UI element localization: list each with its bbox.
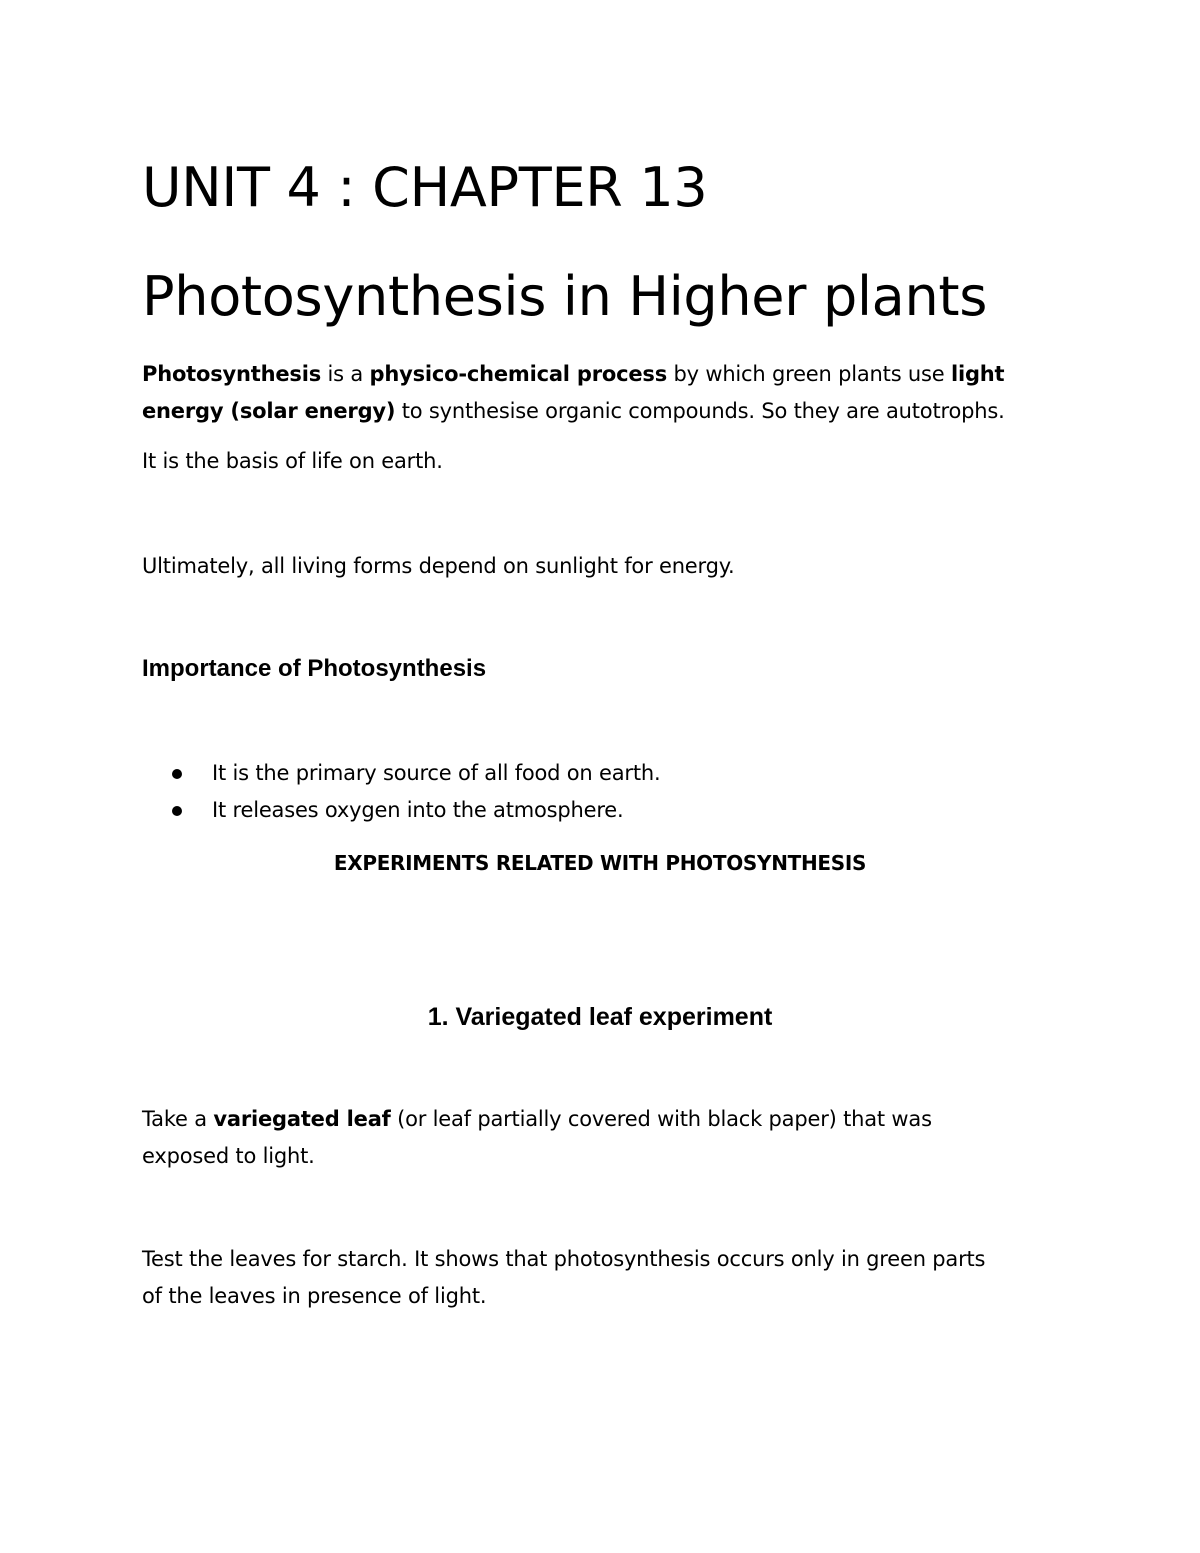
experiment-1-step-1-line-1: [142, 1101, 932, 1138]
unit-title: UNIT 4 : CHAPTER 13: [142, 156, 708, 219]
list-item-text: It releases oxygen into the atmosphere.: [212, 798, 624, 822]
list-item: [172, 792, 660, 829]
intro-text: is a: [321, 362, 370, 386]
bullet-icon: [172, 806, 182, 816]
step-text: (or leaf partially covered with black paper) that was: [390, 1107, 932, 1131]
list-item: [172, 755, 660, 792]
intro-text: by which green plants use: [667, 362, 951, 386]
term-light: light: [950, 362, 1005, 386]
experiment-1-heading: 1. Variegated leaf experiment: [427, 1003, 773, 1031]
ultimately-text: Ultimately, all living forms depend on sunlight for energy.: [142, 554, 735, 578]
experiments-heading: EXPERIMENTS RELATED WITH PHOTOSYNTHESIS: [333, 851, 867, 875]
term-photosynthesis: Photosynthesis: [142, 362, 322, 386]
step-text: Take a: [142, 1107, 214, 1131]
importance-list: [172, 755, 660, 829]
experiment-1-step-1-line-2: exposed to light.: [142, 1144, 315, 1168]
bullet-icon: [172, 769, 182, 779]
intro-paragraph-line-2: [142, 393, 1005, 430]
intro-text: to synthesise organic compounds. So they are autotrophs.: [395, 399, 1005, 423]
experiment-1-step-2-line-1: Test the leaves for starch. It shows that photosynthesis occurs only in green parts: [142, 1247, 986, 1271]
experiment-1-step-2-line-2: of the leaves in presence of light.: [142, 1284, 487, 1308]
intro-paragraph-line-1: [142, 356, 1004, 393]
list-item-text: It is the primary source of all food on earth.: [212, 761, 661, 785]
importance-heading: Importance of Photosynthesis: [142, 655, 487, 682]
term-physico-chemical-process: physico-chemical process: [369, 362, 668, 386]
term-solar-energy: energy (solar energy): [142, 399, 396, 423]
basis-of-life-text: It is the basis of life on earth.: [142, 449, 443, 473]
term-variegated-leaf: variegated leaf: [213, 1107, 391, 1131]
chapter-title: Photosynthesis in Higher plants: [142, 265, 988, 328]
